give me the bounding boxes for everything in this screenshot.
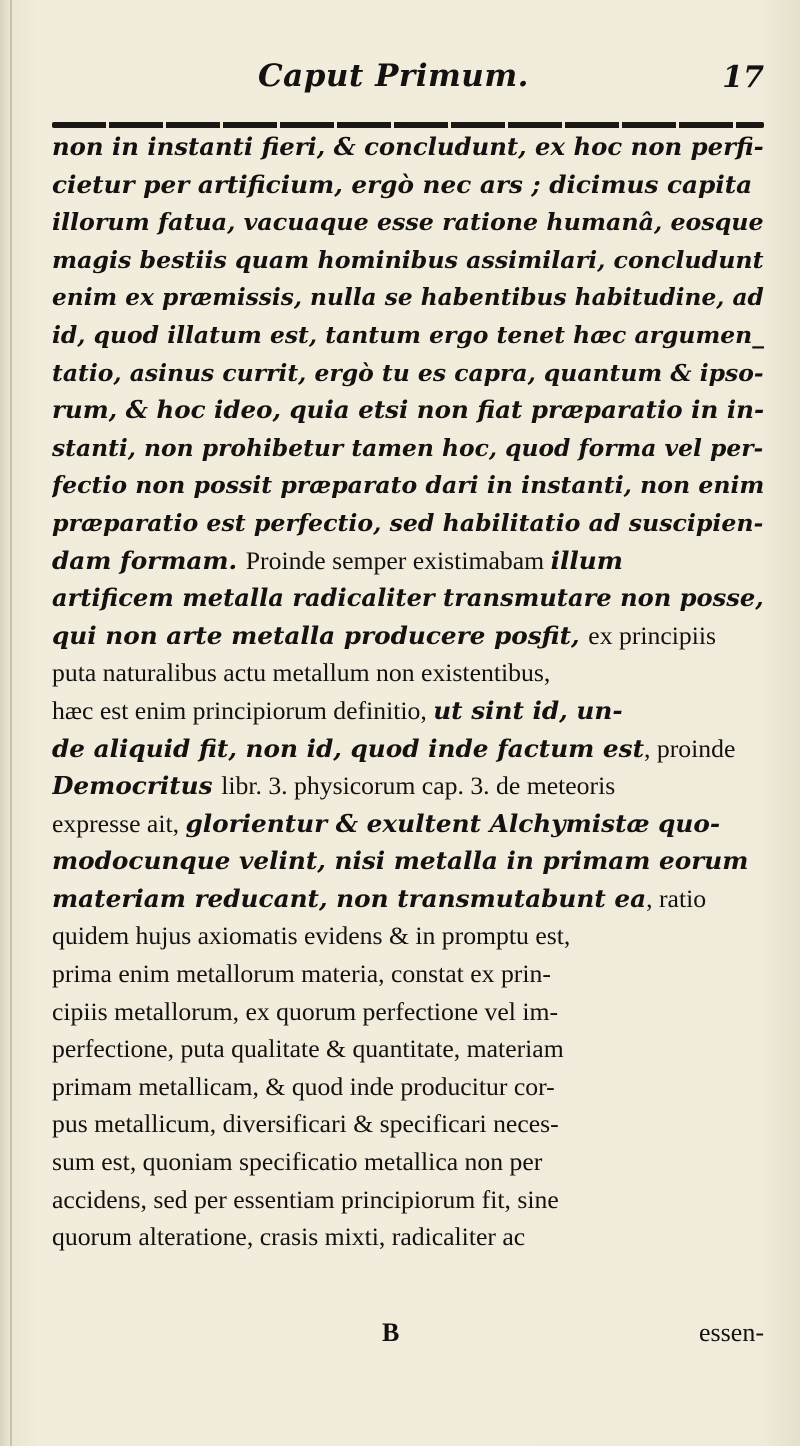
body-text [52,128,772,1256]
italic-text: fectio non possit præparato dari in instanti, non enim [52,471,765,500]
roman-text: primam metallicam, & quod inde producitur cor- [52,1071,555,1101]
italic-text: cietur per artificium, ergò nec ars ; dicimus capita [52,169,753,199]
italic-text: illorum fatua, vacuaque esse ratione humanâ, eosque [52,208,764,237]
signature-mark: B [382,1318,400,1347]
roman-text: , ratio [646,883,707,913]
gutter-edge [10,0,12,1446]
text-line [52,128,772,166]
page-footer [52,1318,772,1358]
text-line [52,466,772,504]
roman-text: sum est, quoniam specificatio metallica non per [52,1147,543,1177]
roman-text: quidem hujus axiomatis evidens & in promptu est, [52,921,571,951]
text-line [52,1105,772,1143]
text-line [52,993,772,1031]
text-line [52,316,772,354]
roman-text: hæc est enim principiorum definitio, [52,695,434,725]
italic-text: tatio, asinus currit, ergò tu es capra, quantum & ipso- [52,358,764,387]
italic-text: Democritus [52,771,222,801]
text-line [52,880,772,918]
text-line [52,542,772,580]
italic-text: illum [550,545,623,575]
text-line [52,241,772,279]
roman-text: accidens, sed per essentiam principiorum fit, sine [52,1184,559,1214]
text-line [52,1143,772,1181]
text-line [52,203,772,241]
italic-text: modocunque velint, nisi metalla in primam eorum [52,846,749,876]
text-line [52,504,772,542]
text-line [52,730,772,768]
text-line [52,1181,772,1219]
roman-text: prima enim metallorum materia, constat ex prin- [52,959,551,989]
italic-text: rum, & hoc ideo, quia etsi non fiat præparatio in in- [52,395,765,425]
text-line [52,842,772,880]
italic-text: de aliquid fit, non id, quod inde factum est [52,733,644,763]
roman-text: ex principiis [588,620,717,650]
italic-text: non in instanti fieri, & concludunt, ex hoc non perfi- [52,132,764,161]
page-number: 17 [722,60,764,95]
text-line [52,278,772,316]
text-line [52,166,772,204]
italic-text: stanti, non prohibetur tamen hoc, quod forma vel per- [52,433,764,462]
text-line [52,354,772,392]
roman-text: pus metallicum, diversificari & specificari neces- [52,1109,559,1139]
roman-text: libr. 3. physicorum cap. 3. de meteoris [221,771,616,801]
roman-text: quorum alteratione, crasis mixti, radicaliter ac [52,1222,526,1252]
text-line [52,955,772,993]
italic-text: artificem metalla radicaliter transmutare non posse, [52,583,764,613]
italic-text: materiam reducant, non transmutabunt ea [52,883,647,913]
text-line [52,1068,772,1106]
italic-text: præparatio est perfectio, sed habilitatio ad suscipien- [52,508,764,537]
roman-text: puta naturalibus actu metallum non existentibus, [52,658,551,688]
text-line [52,917,772,955]
text-line [52,1218,772,1256]
text-line [52,1030,772,1068]
italic-text: enim ex præmissis, nulla se habentibus habitudine, ad [52,284,764,312]
text-line [52,767,772,805]
roman-text: Proinde semper existimabam [245,545,551,575]
roman-text: , proinde [644,733,736,763]
italic-text: magis bestiis quam hominibus assimilari, concludunt [52,245,764,274]
text-line [52,654,772,692]
roman-text: perfectione, puta qualitate & quantitate, materiam [52,1034,564,1064]
italic-text: ut sint id, un- [433,695,623,725]
roman-text: cipiis metallorum, ex quorum perfectione vel im- [52,996,559,1026]
running-head: Caput Primum. [258,58,529,94]
italic-text: qui non arte metalla producere posƒit, [52,620,589,650]
text-line [52,805,772,843]
page-header [40,58,770,108]
text-line [52,579,772,617]
text-line [52,391,772,429]
text-line [52,692,772,730]
roman-text: expresse ait, [52,808,186,838]
catchword: essen- [699,1318,764,1347]
italic-text: dam formam. [52,545,246,575]
text-line [52,429,772,467]
italic-text: glorientur & exultent Alchymistæ quo- [185,808,721,838]
italic-text: id, quod illatum est, tantum ergo tenet hæc argumen_ [52,320,764,349]
text-line [52,617,772,655]
